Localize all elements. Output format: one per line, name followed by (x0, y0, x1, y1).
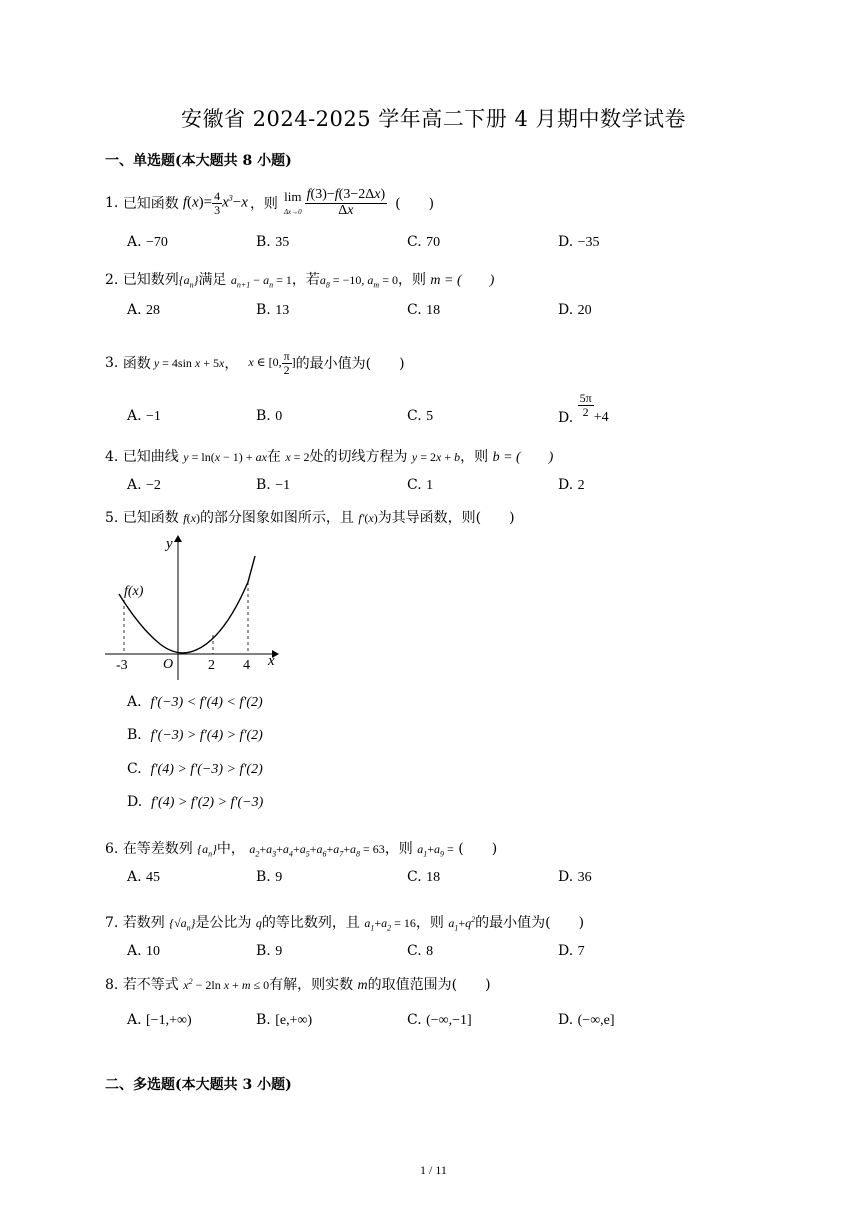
curve-label: f(x) (124, 584, 144, 599)
q6-option-d: D. 36 (558, 869, 592, 885)
section-heading-single-choice: 一、单选题(本大题共 8 小题) (105, 153, 292, 169)
q3-option-c: C. 5 (407, 408, 434, 424)
question-3: 3. 函数 y = 4sin x + 5x ， x ∈ [0, $\frac{\pi}{2}$ ] 的最小值为( ) (105, 348, 405, 377)
q1-option-c: C. 70 (407, 234, 441, 250)
q3-option-b: B. 0 (256, 408, 283, 424)
q3-option-a: A. −1 (127, 408, 161, 424)
q7-option-d: D. 7 (558, 943, 585, 959)
q4-option-d: D. 2 (558, 477, 585, 493)
formula-limit: lim Δx→0 (283, 189, 302, 216)
q2-option-d: D. 20 (558, 302, 592, 318)
question-5: 5. 已知函数 f(x)的部分图象如图所示，且 f′(x)为其导函数，则( ) (105, 510, 515, 526)
q8-option-c: C. (−∞,−1] (407, 1012, 472, 1028)
curve-fx (119, 556, 255, 653)
question-number: 1. (105, 195, 119, 211)
page-title: 安徽省 2024-2025 学年高二下册 4 月期中数学试卷 (180, 107, 687, 131)
question-1: 1. 已知函数 f(x)= $\frac{4}{3}$ $x^3-x$ ，则 lim Δx→0 $\frac{f(3)-f(3-2\Delta x)}{\Delta x}$ ( ) (105, 186, 435, 218)
tick-label-neg3: -3 (116, 658, 128, 673)
q2-option-b: B. 13 (256, 302, 290, 318)
q1-option-d: D. −35 (558, 234, 600, 250)
formula-limit-fraction: $\frac{f(3)-f(3-2\Delta x)}{\Delta x}$ (306, 186, 386, 218)
q8-option-d: D. (−∞,e] (558, 1012, 615, 1028)
q8-option-b: B. [e,+∞) (256, 1012, 313, 1028)
q2-option-c: C. 18 (407, 302, 441, 318)
q5-option-c: C. f′(4) > f′(−3) > f′(2) (127, 761, 263, 777)
page-number: 1 / 11 (420, 1163, 447, 1177)
q8-option-a: A. [−1,+∞) (127, 1012, 192, 1028)
q5-option-d: D. f′(4) > f′(2) > f′(−3) (127, 794, 264, 810)
q6-option-a: A. 45 (127, 869, 161, 885)
question-2: 2. 已知数列$\{a_n\}$满足 $a_{n+1} - a_n = 1$，若$a_8 = -10$, $a_m = 0$，则 m = ( ) (105, 272, 495, 290)
section-heading-multi-choice: 二、多选题(本大题共 3 小题) (105, 1077, 292, 1093)
q7-option-b: B. 9 (256, 943, 283, 959)
q3-option-d: D. $\frac{5\pi}{2}$ +4 (558, 390, 609, 426)
origin-label: O (163, 657, 174, 672)
q5-option-a: A. f′(−3) < f′(4) < f′(2) (127, 694, 263, 710)
q4-option-b: B. −1 (256, 477, 291, 493)
question-6: 6. 在等差数列 $\{a_n\}$中， $a_2+a_3+a_4+a_5+a_6+a_7+a_8 = 63$，则 $a_1+a_9$ = ( ) (105, 841, 498, 859)
y-axis-label: y (166, 536, 173, 552)
x-axis-label: x (268, 653, 275, 669)
q4-option-c: C. 1 (407, 477, 434, 493)
formula-fx: f(x)= $\frac{4}{3}$ $x^3-x$ (182, 188, 248, 217)
tick-label-4: 4 (243, 658, 250, 673)
q5-option-b: B. f′(−3) > f′(4) > f′(2) (127, 727, 263, 743)
question-8: 8. 若不等式 $x^2 - 2\ln$ x + m ≤ 0有解，则实数 m的取值范围为( ) (105, 977, 491, 993)
function-graph (100, 528, 300, 684)
q7-option-a: A. 10 (127, 943, 161, 959)
q6-option-c: C. 18 (407, 869, 441, 885)
q1-option-b: B. 35 (256, 234, 290, 250)
question-7: 7. 若数列 $\{√a_n\}$是公比为 q的等比数列，且 $a_1+a_2 = 16$，则 $a_1+q^2$的最小值为( ) (105, 915, 585, 933)
q6-option-b: B. 9 (256, 869, 283, 885)
q2-option-a: A. 28 (127, 302, 161, 318)
q7-option-c: C. 8 (407, 943, 434, 959)
q1-option-a: A. −70 (127, 234, 168, 250)
question-4: 4. 已知曲线 y = ln(x − 1) + ax在 x = 2处的切线方程为 y = 2x + b，则 b = ( ) (105, 449, 554, 465)
tick-label-2: 2 (208, 658, 215, 673)
q4-option-a: A. −2 (127, 477, 161, 493)
